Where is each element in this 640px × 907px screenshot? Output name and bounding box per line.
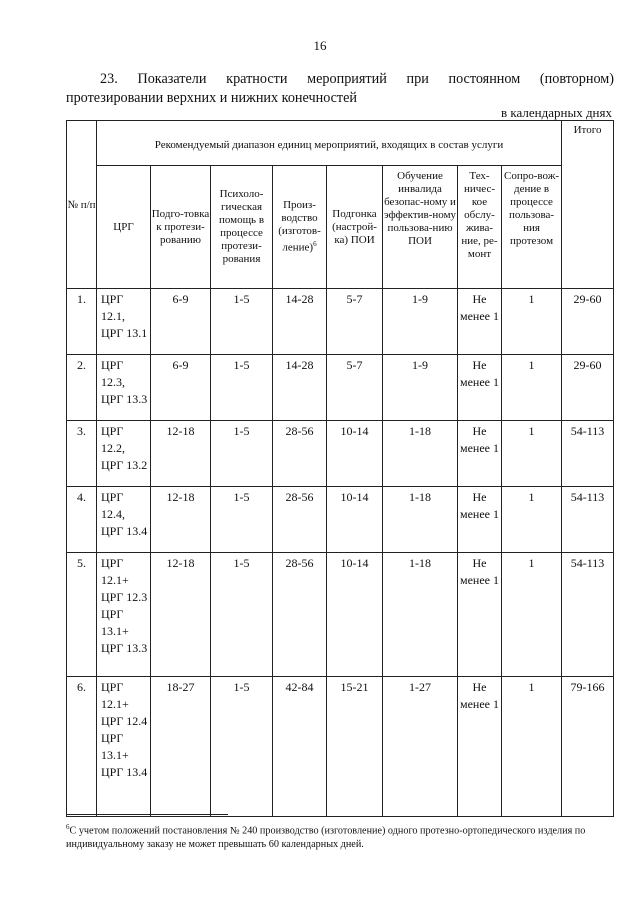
page-number: 16 — [313, 38, 327, 53]
cell-prod: 42-84 — [273, 677, 327, 817]
cell-crg: ЦРГ 12.1+ ЦРГ 12.4 ЦРГ 13.1+ ЦРГ 13.4 — [97, 677, 151, 817]
header-range: Рекомендуемый диапазон единиц мероприятий, входящих в состав услуги — [97, 121, 562, 166]
cell-support: 1 — [502, 421, 562, 487]
header-training: Обучение инвалида безопас-ному и эффектив-ному пользова-нию ПОИ — [383, 166, 458, 289]
cell-training: 1-18 — [383, 487, 458, 553]
cell-crg: ЦРГ 12.1+ ЦРГ 12.3 ЦРГ 13.1+ ЦРГ 13.3 — [97, 553, 151, 677]
header-tech: Тех-ничес-кое обслу-жива-ние, ре-монт — [458, 166, 502, 289]
header-support: Сопро-вож-дение в процессе пользова-ния протезом — [502, 166, 562, 289]
footnote-text: С учетом положений постановления № 240 производство (изготовление) одного протезно-ортопедического изделия по индивидуальному заказу не может превышать 60 календарных дней. — [66, 825, 586, 851]
table-row — [67, 553, 614, 677]
cell-tech: Не менее 1 — [458, 677, 502, 817]
cell-tech: Не менее 1 — [458, 487, 502, 553]
cell-support: 1 — [502, 677, 562, 817]
cell-total: 29-60 — [562, 289, 614, 355]
cell-support: 1 — [502, 487, 562, 553]
header-total: Итого — [562, 121, 614, 289]
cell-total: 79-166 — [562, 677, 614, 817]
cell-psych: 1-5 — [211, 677, 273, 817]
multiplicity-table — [66, 120, 614, 817]
cell-support: 1 — [502, 289, 562, 355]
cell-total: 54-113 — [562, 421, 614, 487]
header-psych: Психоло-гическая помощь в процессе протези-рования — [211, 166, 273, 289]
cell-training: 1-27 — [383, 677, 458, 817]
cell-psych: 1-5 — [211, 553, 273, 677]
header-crg: ЦРГ — [97, 166, 151, 289]
cell-num: 6. — [67, 677, 97, 817]
cell-prep: 18-27 — [151, 677, 211, 817]
heading-line-1: 23. Показатели кратности мероприятий при постоянном (повторном) — [100, 71, 614, 87]
cell-fit: 10-14 — [327, 487, 383, 553]
cell-prod: 14-28 — [273, 289, 327, 355]
cell-prep: 6-9 — [151, 355, 211, 421]
header-fit: Подгонка (настрой-ка) ПОИ — [327, 166, 383, 289]
header-prep: Подго-товка к протези-рованию — [151, 166, 211, 289]
cell-psych: 1-5 — [211, 355, 273, 421]
cell-crg: ЦРГ 12.3, ЦРГ 13.3 — [97, 355, 151, 421]
cell-prep: 12-18 — [151, 487, 211, 553]
cell-total: 54-113 — [562, 553, 614, 677]
cell-num: 3. — [67, 421, 97, 487]
cell-prep: 12-18 — [151, 553, 211, 677]
cell-num: 4. — [67, 487, 97, 553]
cell-crg: ЦРГ 12.4, ЦРГ 13.4 — [97, 487, 151, 553]
cell-total: 54-113 — [562, 487, 614, 553]
cell-crg: ЦРГ 12.1, ЦРГ 13.1 — [97, 289, 151, 355]
units-note: в календарных днях — [501, 105, 612, 120]
table-row — [67, 487, 614, 553]
cell-prod: 14-28 — [273, 355, 327, 421]
cell-support: 1 — [502, 355, 562, 421]
cell-training: 1-18 — [383, 421, 458, 487]
cell-fit: 10-14 — [327, 553, 383, 677]
cell-fit: 10-14 — [327, 421, 383, 487]
header-prod-label: Произ-водство (изготов-ление) — [278, 199, 321, 254]
footnote-divider — [66, 814, 228, 815]
cell-training: 1-9 — [383, 289, 458, 355]
cell-psych: 1-5 — [211, 487, 273, 553]
cell-tech: Не менее 1 — [458, 355, 502, 421]
cell-fit: 5-7 — [327, 289, 383, 355]
cell-training: 1-9 — [383, 355, 458, 421]
cell-fit: 15-21 — [327, 677, 383, 817]
cell-total: 29-60 — [562, 355, 614, 421]
heading-line-2: протезировании верхних и нижних конечностей — [66, 90, 358, 106]
footnote — [66, 820, 614, 852]
cell-tech: Не менее 1 — [458, 553, 502, 677]
table-row — [67, 355, 614, 421]
header-prod — [273, 166, 327, 289]
cell-num: 2. — [67, 355, 97, 421]
cell-tech: Не менее 1 — [458, 289, 502, 355]
cell-training: 1-18 — [383, 553, 458, 677]
cell-num: 5. — [67, 553, 97, 677]
cell-prep: 12-18 — [151, 421, 211, 487]
cell-crg: ЦРГ 12.2, ЦРГ 13.2 — [97, 421, 151, 487]
cell-psych: 1-5 — [211, 421, 273, 487]
footnote-marker: 6 — [66, 823, 70, 831]
cell-psych: 1-5 — [211, 289, 273, 355]
cell-prod: 28-56 — [273, 487, 327, 553]
table-row — [67, 421, 614, 487]
table-body — [67, 289, 614, 817]
table-row — [67, 289, 614, 355]
cell-prep: 6-9 — [151, 289, 211, 355]
header-num: № п/п — [67, 121, 97, 289]
cell-fit: 5-7 — [327, 355, 383, 421]
cell-tech: Не менее 1 — [458, 421, 502, 487]
cell-num: 1. — [67, 289, 97, 355]
table-row — [67, 677, 614, 817]
section-heading — [66, 70, 614, 108]
cell-support: 1 — [502, 553, 562, 677]
footnote-ref: 6 — [313, 240, 317, 249]
cell-prod: 28-56 — [273, 421, 327, 487]
cell-prod: 28-56 — [273, 553, 327, 677]
